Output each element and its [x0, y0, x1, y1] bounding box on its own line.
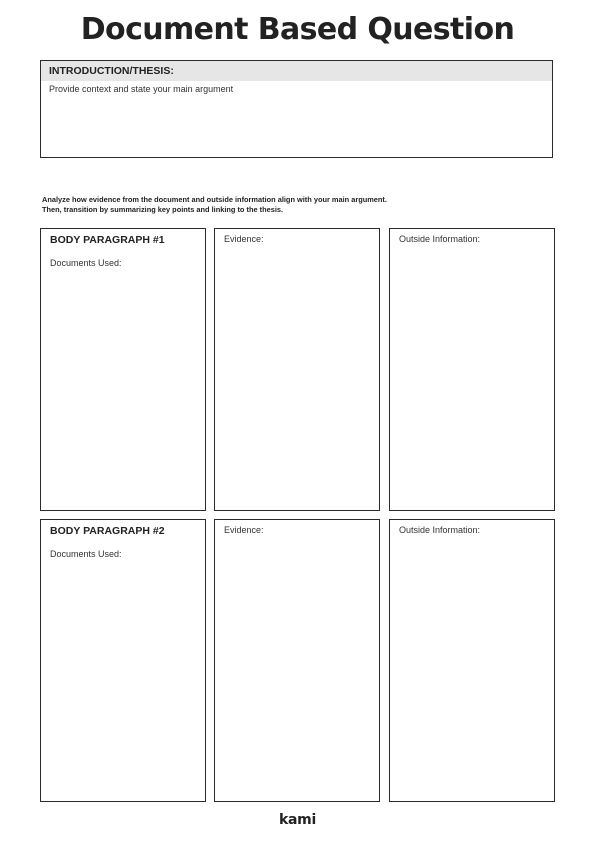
body-paragraph-2-box[interactable] [40, 519, 206, 802]
body-paragraph-1-evidence-label: Evidence: [224, 234, 264, 244]
body-paragraph-2-documents-label: Documents Used: [50, 549, 122, 559]
body-paragraph-1-outside-info-box[interactable] [389, 228, 555, 511]
body-paragraph-1-title: BODY PARAGRAPH #1 [50, 234, 165, 246]
body-paragraph-1-box[interactable] [40, 228, 206, 511]
body-paragraph-2-evidence-label: Evidence: [224, 525, 264, 535]
instruction-line-1: Analyze how evidence from the document and outside information align with your main argument. [42, 195, 387, 204]
body-paragraph-1-documents-label: Documents Used: [50, 258, 122, 268]
introduction-prompt: Provide context and state your main argument [49, 84, 234, 94]
introduction-thesis-box[interactable] [40, 60, 553, 158]
body-paragraph-2-outside-info-box[interactable] [389, 519, 555, 802]
body-paragraph-1-outside-info-label: Outside Information: [399, 234, 481, 244]
instruction-line-2: Then, transition by summarizing key points and linking to the thesis. [42, 205, 284, 214]
introduction-header: INTRODUCTION/THESIS: [41, 61, 552, 81]
page-title: Document Based Question [80, 12, 515, 47]
analysis-instructions [42, 195, 562, 215]
body-paragraph-2-outside-info-label: Outside Information: [399, 525, 481, 535]
kami-logo: kami [279, 812, 316, 828]
body-paragraph-1-evidence-box[interactable] [214, 228, 380, 511]
body-paragraph-2-title: BODY PARAGRAPH #2 [50, 525, 165, 537]
body-paragraph-2-evidence-box[interactable] [214, 519, 380, 802]
